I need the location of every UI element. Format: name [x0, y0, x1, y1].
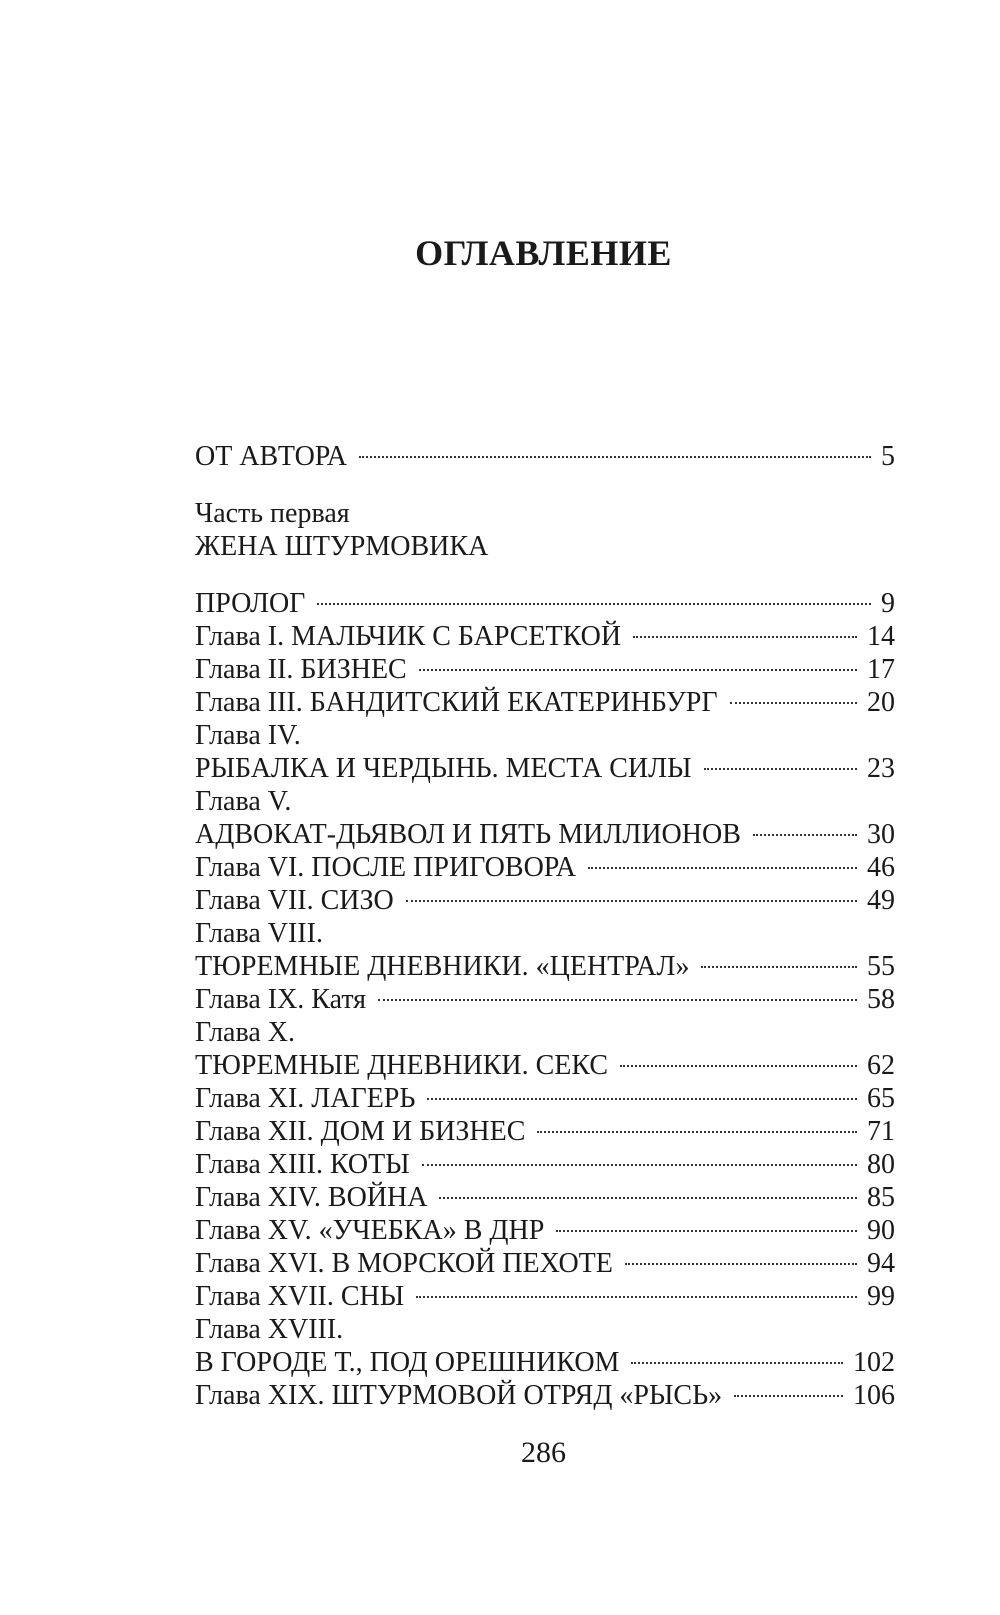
toc-entry[interactable]	[195, 1346, 895, 1379]
dot-leader	[588, 867, 857, 869]
dot-leader	[625, 1263, 857, 1265]
dot-leader	[730, 702, 857, 704]
toc-entry-label: Глава XII. ДОМ И БИЗНЕС	[195, 1116, 526, 1147]
toc-entry[interactable]	[195, 1115, 895, 1148]
toc-entry-label: Глава IX. Катя	[195, 984, 367, 1015]
toc-entry-from-author[interactable]	[195, 440, 895, 473]
toc-entry[interactable]	[195, 653, 895, 686]
toc-entry-page: 106	[853, 1380, 895, 1411]
toc-entry[interactable]	[195, 1049, 895, 1082]
table-of-contents	[195, 440, 895, 1412]
toc-entry[interactable]	[195, 1082, 895, 1115]
toc-entry-page: 5	[881, 441, 895, 472]
part-label: Часть первая	[195, 498, 350, 529]
dot-leader	[734, 1395, 843, 1397]
part-name: ЖЕНА ШТУРМОВИКА	[195, 531, 489, 562]
toc-entry-page: 71	[867, 1116, 895, 1147]
toc-entry-page: 90	[867, 1215, 895, 1246]
toc-entry[interactable]	[195, 686, 895, 719]
toc-entry-page: 99	[867, 1281, 895, 1312]
dot-leader	[439, 1197, 857, 1199]
dot-leader	[704, 768, 857, 770]
toc-entry-page: 49	[867, 885, 895, 916]
toc-chapter-number: Глава VIII.	[195, 918, 323, 949]
toc-entry[interactable]	[195, 1148, 895, 1181]
toc-entry-page: 55	[867, 951, 895, 982]
toc-entry-label: ТЮРЕМНЫЕ ДНЕВНИКИ. СЕКС	[195, 1050, 609, 1081]
dot-leader	[317, 603, 871, 605]
toc-chapter-number: Глава IV.	[195, 720, 301, 751]
toc-entry[interactable]	[195, 851, 895, 884]
toc-entry-page: 23	[867, 753, 895, 784]
toc-entry-page: 14	[867, 621, 895, 652]
toc-entry[interactable]	[195, 1181, 895, 1214]
dot-leader	[701, 966, 857, 968]
toc-chapter-number: Глава X.	[195, 1017, 295, 1048]
dot-leader	[620, 1065, 857, 1067]
toc-entry-page: 30	[867, 819, 895, 850]
dot-leader	[753, 834, 857, 836]
toc-entry-label: АДВОКАТ-ДЬЯВОЛ И ПЯТЬ МИЛЛИОНОВ	[195, 819, 741, 850]
toc-entry-label: Глава VII. СИЗО	[195, 885, 394, 916]
toc-entry-label: ОТ АВТОРА	[195, 441, 348, 472]
dot-leader	[359, 456, 871, 458]
toc-entry-label: Глава III. БАНДИТСКИЙ ЕКАТЕРИНБУРГ	[195, 687, 718, 718]
toc-entry-label: В ГОРОДЕ Т., ПОД ОРЕШНИКОМ	[195, 1347, 620, 1378]
toc-chapter-number: Глава XVIII.	[195, 1314, 344, 1345]
dot-leader	[631, 1362, 843, 1364]
toc-entry-label: Глава XIV. ВОЙНА	[195, 1182, 428, 1213]
dot-leader	[556, 1230, 857, 1232]
toc-entry[interactable]	[195, 1379, 895, 1412]
toc-entry[interactable]	[195, 587, 895, 620]
dot-leader	[422, 1164, 857, 1166]
toc-entry-label: ТЮРЕМНЫЕ ДНЕВНИКИ. «ЦЕНТРАЛ»	[195, 951, 690, 982]
toc-entries	[195, 587, 895, 1412]
toc-entry-page: 102	[853, 1347, 895, 1378]
toc-entry[interactable]	[195, 1247, 895, 1280]
dot-leader	[427, 1098, 857, 1100]
toc-entry[interactable]	[195, 1214, 895, 1247]
toc-entry-page: 85	[867, 1182, 895, 1213]
toc-entry-page: 80	[867, 1149, 895, 1180]
toc-entry-label: Глава XI. ЛАГЕРЬ	[195, 1083, 416, 1114]
toc-entry-page: 17	[867, 654, 895, 685]
toc-entry[interactable]	[195, 884, 895, 917]
toc-entry[interactable]	[195, 818, 895, 851]
toc-entry-label: Глава XVII. СНЫ	[195, 1281, 405, 1312]
toc-entry-label: Глава XIX. ШТУРМОВОЙ ОТРЯД «РЫСЬ»	[195, 1380, 723, 1411]
toc-entry-label: ПРОЛОГ	[195, 588, 306, 619]
dot-leader	[406, 900, 857, 902]
toc-entry-label: Глава XIII. КОТЫ	[195, 1149, 410, 1180]
toc-entry-label: Глава XV. «УЧЕБКА» В ДНР	[195, 1215, 545, 1246]
toc-chapter-number: Глава V.	[195, 786, 292, 817]
dot-leader	[378, 999, 857, 1001]
toc-entry-page: 58	[867, 984, 895, 1015]
toc-entry-page: 62	[867, 1050, 895, 1081]
part-heading	[195, 497, 895, 563]
toc-entry-page: 46	[867, 852, 895, 883]
toc-entry-page: 9	[881, 588, 895, 619]
toc-entry-page: 94	[867, 1248, 895, 1279]
toc-entry[interactable]	[195, 950, 895, 983]
dot-leader	[419, 669, 857, 671]
toc-entry-label: Глава VI. ПОСЛЕ ПРИГОВОРА	[195, 852, 576, 883]
toc-entry[interactable]	[195, 620, 895, 653]
page-title: ОГЛАВЛЕНИЕ	[415, 233, 672, 273]
toc-entry[interactable]	[195, 1280, 895, 1313]
toc-entry-label: РЫБАЛКА И ЧЕРДЫНЬ. МЕСТА СИЛЫ	[195, 753, 692, 784]
toc-entry-label: Глава XVI. В МОРСКОЙ ПЕХОТЕ	[195, 1248, 613, 1279]
toc-entry-page: 65	[867, 1083, 895, 1114]
dot-leader	[633, 636, 857, 638]
dot-leader	[416, 1296, 857, 1298]
toc-entry[interactable]	[195, 752, 895, 785]
toc-entry-label: Глава II. БИЗНЕС	[195, 654, 407, 685]
toc-entry-page: 20	[867, 687, 895, 718]
page-number: 286	[521, 1436, 566, 1469]
toc-entry-label: Глава I. МАЛЬЧИК С БАРСЕТКОЙ	[195, 621, 622, 652]
toc-entry[interactable]	[195, 983, 895, 1016]
dot-leader	[537, 1131, 857, 1133]
